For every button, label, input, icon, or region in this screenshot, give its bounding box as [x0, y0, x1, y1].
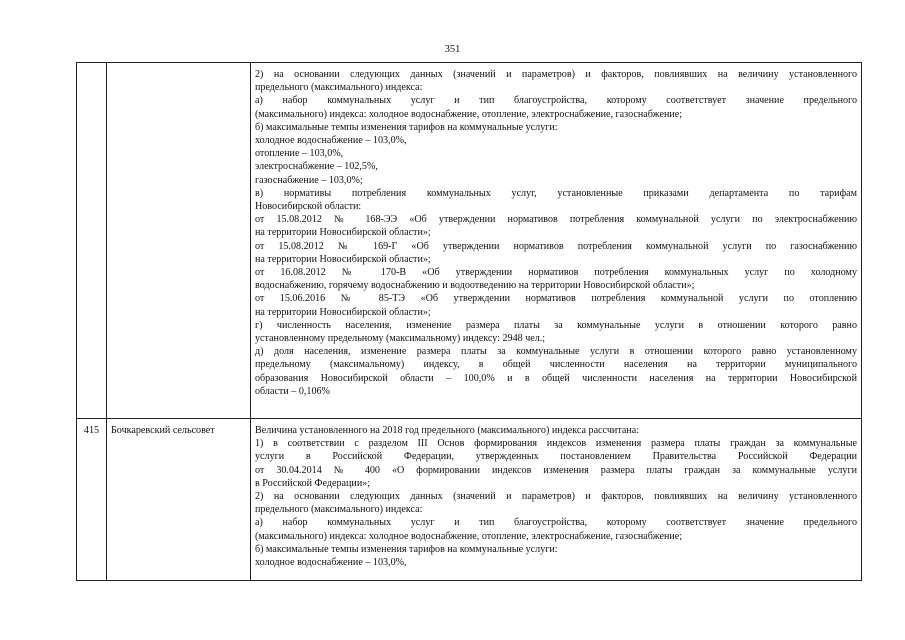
text-line: от 15.08.2012 № 168-ЭЭ «Об утверждении нормативов потребления коммунальной услуги по электроснабжению [255, 214, 857, 226]
text-line: Величина установленного на 2018 год предельного (максимального) индекса рассчитана: [255, 425, 639, 436]
description-cell [251, 419, 862, 581]
text-line: в) нормативы потребления коммунальных услуг, установленные приказами департамента по тарифам [255, 187, 857, 199]
text-line: б) максимальные темпы изменения тарифов на коммунальные услуги: [255, 543, 558, 555]
document-table [76, 62, 862, 581]
text-line: 1) в соответствии с разделом III Основ формирования индексов изменения размера платы граждан за коммунальные [255, 438, 857, 450]
text-line: а) набор коммунальных услуг и тип благоустройства, которому соответствует значение предельного [255, 517, 857, 529]
text-line: на территории Новосибирской области»; [255, 227, 431, 239]
text-line: д) доля населения, изменение размера платы за коммунальные услуги в отношении которого равно установленному [255, 346, 857, 358]
text-line: установленному предельному (максимальному) индексу: 2948 чел.; [255, 333, 546, 345]
municipality-name-cell [107, 63, 251, 419]
text-line: от 16.08.2012 № 170-В «Об утверждении нормативов потребления коммунальных услуг по холодному [255, 267, 857, 279]
row-number-cell [77, 63, 107, 419]
table-row [77, 63, 862, 419]
text-line: от 15.08.2012 № 169-Г «Об утверждении нормативов потребления коммунальной услуги по газоснабжению [255, 240, 857, 252]
description-cell [251, 63, 862, 419]
text-line: Новосибирской области: [255, 201, 362, 213]
text-line: отопление – 103,0%, [255, 148, 344, 160]
text-line: предельному (максимальному) индексу, в общей численности населения на территории муниципального [255, 359, 857, 371]
text-line: области – 0,106% [255, 385, 330, 397]
text-line: на территории Новосибирской области»; [255, 253, 431, 265]
row-number-cell: 415 [77, 419, 107, 581]
page-number: 351 [444, 44, 461, 55]
municipality-name-cell: Бочкаревский сельсовет [107, 419, 251, 581]
text-line: от 15.06.2016 № 85-ТЭ «Об утверждении нормативов потребления коммунальной услуги по отоплению [255, 293, 857, 305]
text-line: услуги в Российской Федерации, утвержденных постановлением Правительства Российской Федерации [255, 451, 857, 463]
table-row [77, 419, 862, 581]
text-line: холодное водоснабжение – 103,0%, [255, 135, 407, 147]
text-line: а) набор коммунальных услуг и тип благоустройства, которому соответствует значение предельного [255, 95, 857, 107]
text-line: (максимального) индекса: холодное водоснабжение, отопление, электроснабжение, газоснабжение; [255, 530, 683, 542]
text-line: 2) на основании следующих данных (значений и параметров) и факторов, повлиявших на величину установленного [255, 69, 857, 80]
text-line: от 30.04.2014 № 400 «О формировании индексов изменения размера платы граждан за коммунальные услуги [255, 464, 857, 476]
text-line: электроснабжение – 102,5%, [255, 161, 378, 173]
text-line: водоснабжению, горячему водоснабжению и водоотведению на территории Новосибирской области»; [255, 280, 695, 292]
text-line: б) максимальные темпы изменения тарифов на коммунальные услуги: [255, 121, 558, 133]
text-line: в Российской Федерации»; [255, 477, 371, 489]
text-line: образования Новосибирской области – 100,0% и в общей численности населения на территории Новосибирской [255, 372, 857, 384]
text-line: газоснабжение – 103,0%; [255, 174, 363, 186]
text-line: предельного (максимального) индекса: [255, 82, 423, 94]
text-line: на территории Новосибирской области»; [255, 306, 431, 318]
text-line: (максимального) индекса: холодное водоснабжение, отопление, электроснабжение, газоснабжение; [255, 108, 683, 120]
text-line: г) численность населения, изменение размера платы за коммунальные услуги в отношении которого равно [255, 319, 857, 331]
text-line: 2) на основании следующих данных (значений и параметров) и факторов, повлиявших на величину установленного [255, 491, 857, 503]
text-line: холодное водоснабжение – 103,0%, [255, 557, 407, 569]
text-line: предельного (максимального) индекса: [255, 504, 423, 516]
